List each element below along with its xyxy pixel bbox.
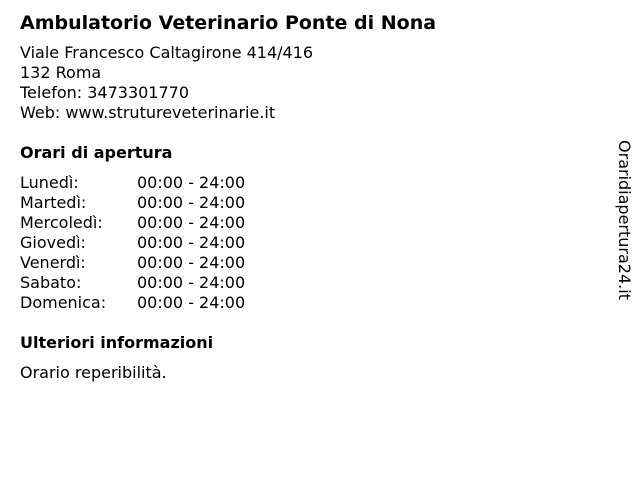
postal-city: 132 Roma bbox=[20, 63, 102, 82]
day-label: Sabato: bbox=[20, 273, 82, 292]
day-label: Giovedì: bbox=[20, 233, 86, 252]
additional-info-text: Orario reperibilità. bbox=[20, 363, 167, 382]
day-label: Lunedì: bbox=[20, 173, 79, 192]
phone-line: Telefon: 3473301770 bbox=[20, 83, 190, 102]
hours-row-lunedi bbox=[20, 173, 600, 193]
time-range: 00:00 - 24:00 bbox=[137, 253, 246, 272]
address-block bbox=[20, 43, 600, 123]
time-range: 00:00 - 24:00 bbox=[137, 233, 246, 252]
opening-hours-heading: Orari di apertura bbox=[20, 143, 173, 162]
hours-row-venerdi bbox=[20, 253, 600, 273]
web-line: Web: www.strutureveterinarie.it bbox=[20, 103, 276, 122]
time-range: 00:00 - 24:00 bbox=[137, 293, 246, 312]
hours-row-giovedi bbox=[20, 233, 600, 253]
brand-watermark: Oraridiapertura24.it bbox=[615, 140, 634, 300]
day-label: Mercoledì: bbox=[20, 213, 103, 232]
hours-row-mercoledi bbox=[20, 213, 600, 233]
day-label: Martedì: bbox=[20, 193, 87, 212]
business-name: Ambulatorio Veterinario Ponte di Nona bbox=[20, 12, 437, 34]
opening-hours-list bbox=[20, 173, 600, 313]
day-label: Venerdì: bbox=[20, 253, 86, 272]
hours-row-sabato bbox=[20, 273, 600, 293]
time-range: 00:00 - 24:00 bbox=[137, 173, 246, 192]
additional-info-heading: Ulteriori informazioni bbox=[20, 333, 214, 352]
time-range: 00:00 - 24:00 bbox=[137, 193, 246, 212]
hours-row-domenica bbox=[20, 293, 600, 313]
business-card bbox=[20, 10, 600, 383]
hours-row-martedi bbox=[20, 193, 600, 213]
time-range: 00:00 - 24:00 bbox=[137, 213, 246, 232]
street-address: Viale Francesco Caltagirone 414/416 bbox=[20, 43, 314, 62]
day-label: Domenica: bbox=[20, 293, 107, 312]
time-range: 00:00 - 24:00 bbox=[137, 273, 246, 292]
